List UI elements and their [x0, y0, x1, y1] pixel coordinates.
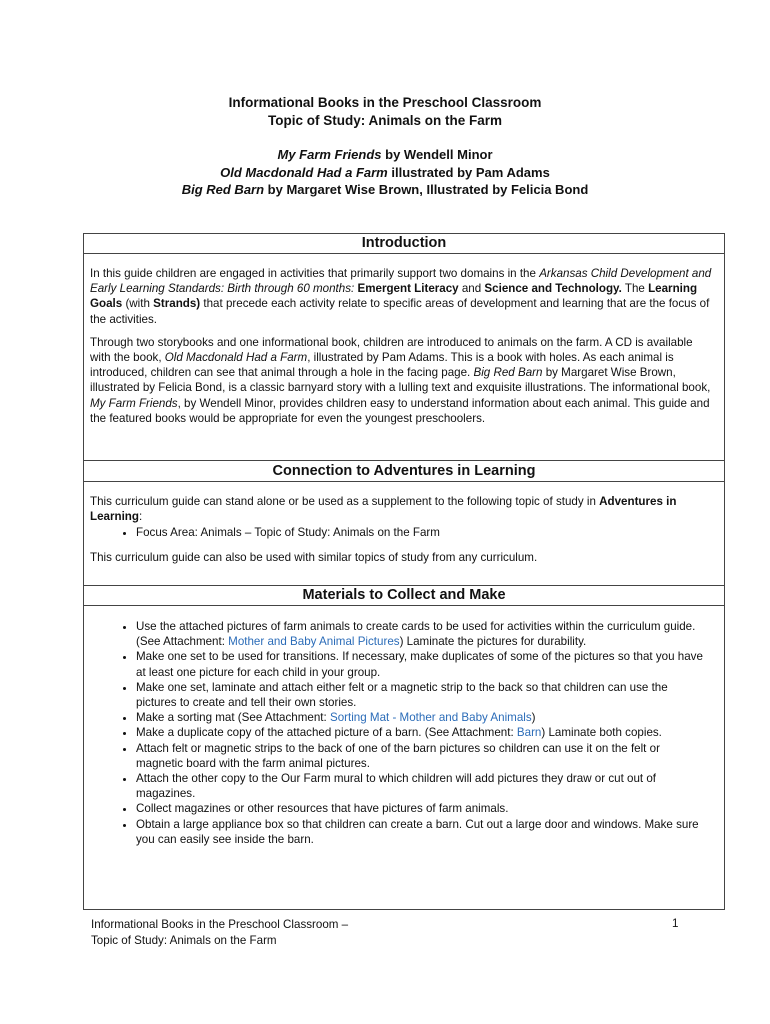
book-credit: by Margaret Wise Brown, Illustrated by Felicia Bond	[264, 182, 589, 197]
list-item: • Obtain a large appliance box so that children can create a barn. Cut out a large door and windows. Make sure you can easily see inside the barn.	[136, 817, 710, 847]
list-item: • Attach the other copy to the Our Farm mural to which children will add pictures they draw or cut out of magazines.	[136, 771, 710, 801]
page-footer	[91, 917, 348, 948]
document-subtitle: Topic of Study: Animals on the Farm	[267, 113, 502, 128]
materials-heading: Materials to Collect and Make	[83, 585, 725, 606]
document-header	[0, 94, 770, 130]
document-title: Informational Books in the Preschool Classroom	[228, 95, 542, 110]
list-item: • Make one set to be used for transitions. If necessary, make duplicates of some of the pictures so that you have at least one picture for each child in your group.	[136, 649, 710, 679]
attachment-link[interactable]: Barn	[516, 726, 542, 740]
list-item: • Make a duplicate copy of the attached picture of a barn. (See Attachment: Barn) Laminate both copies.	[136, 725, 710, 740]
list-item: • Collect magazines or other resources that have pictures of farm animals.	[136, 801, 710, 816]
introduction-body	[90, 266, 716, 434]
footer-line: Topic of Study: Animals on the Farm	[91, 933, 277, 947]
list-item: • Make one set, laminate and attach either felt or a magnetic strip to the back so that children can use the pictures to create and tell their own stories.	[136, 680, 710, 710]
list-item: • Use the attached pictures of farm animals to create cards to be used for activities within the curriculum guide. (See Attachment: Mother and Baby Animal Pictures) Laminate the pictures for durability.	[136, 619, 710, 649]
list-item: • Attach felt or magnetic strips to the back of one of the barn pictures so children can use it on the felt or magnetic board with the farm animal pictures.	[136, 741, 710, 771]
attachment-link[interactable]: Mother and Baby Animal Pictures	[228, 635, 400, 649]
materials-list	[90, 619, 710, 847]
book-line	[0, 146, 770, 164]
list-item: • Focus Area: Animals – Topic of Study: Animals on the Farm	[136, 525, 716, 540]
introduction-heading: Introduction	[83, 233, 725, 254]
attachment-link[interactable]: Sorting Mat - Mother and Baby Animals	[329, 711, 532, 725]
featured-books	[0, 146, 770, 199]
book-title: Old Macdonald Had a Farm	[220, 164, 388, 180]
book-line	[0, 181, 770, 199]
connection-heading: Connection to Adventures in Learning	[83, 460, 725, 482]
connection-body	[90, 494, 716, 573]
book-line	[0, 164, 770, 182]
materials-body	[90, 619, 710, 847]
book-title: My Farm Friends	[277, 147, 382, 162]
book-credit: by Wendell Minor	[381, 147, 493, 162]
footer-line: Informational Books in the Preschool Classroom –	[91, 918, 349, 931]
introduction-paragraph: Through two storybooks and one informational book, children are introduced to animals on the farm. A CD is available with the book, Old Macdonald Had a Farm, illustrated by Pam Adams. This is a book with holes. As each animal is introduced, children can see that animal through a hole in the facing page. Big Red Barn by Margaret Wise Brown, illustrated by Felicia Bond, is a classic barnyard story with a lulling text and exquisite illustrations. The informational book, My Farm Friends, by Wendell Minor, provides children easy to understand information about each animal. This guide and the featured books would be appropriate for even the youngest preschoolers.	[90, 335, 711, 425]
connection-paragraph: This curriculum guide can stand alone or be used as a supplement to the following topic of study in Adventures in Learning:	[90, 495, 677, 524]
book-title: Big Red Barn	[181, 182, 265, 197]
introduction-paragraph: In this guide children are engaged in activities that primarily support two domains in the Arkansas Child Development and Early Learning Standards: Birth through 60 months: Emergent Literacy and Science and Technology. The Learning Goals (with Strands) that precede each activity relate to specific areas of development and learning that are the focus of the activities.	[90, 267, 712, 326]
connection-paragraph: This curriculum guide can also be used with similar topics of study from any curriculum.	[90, 550, 538, 564]
list-item: • Make a sorting mat (See Attachment: Sorting Mat - Mother and Baby Animals)	[136, 710, 710, 725]
page-number: 1	[672, 917, 679, 930]
focus-area-list	[90, 525, 716, 540]
book-credit: illustrated by Pam Adams	[387, 164, 550, 180]
